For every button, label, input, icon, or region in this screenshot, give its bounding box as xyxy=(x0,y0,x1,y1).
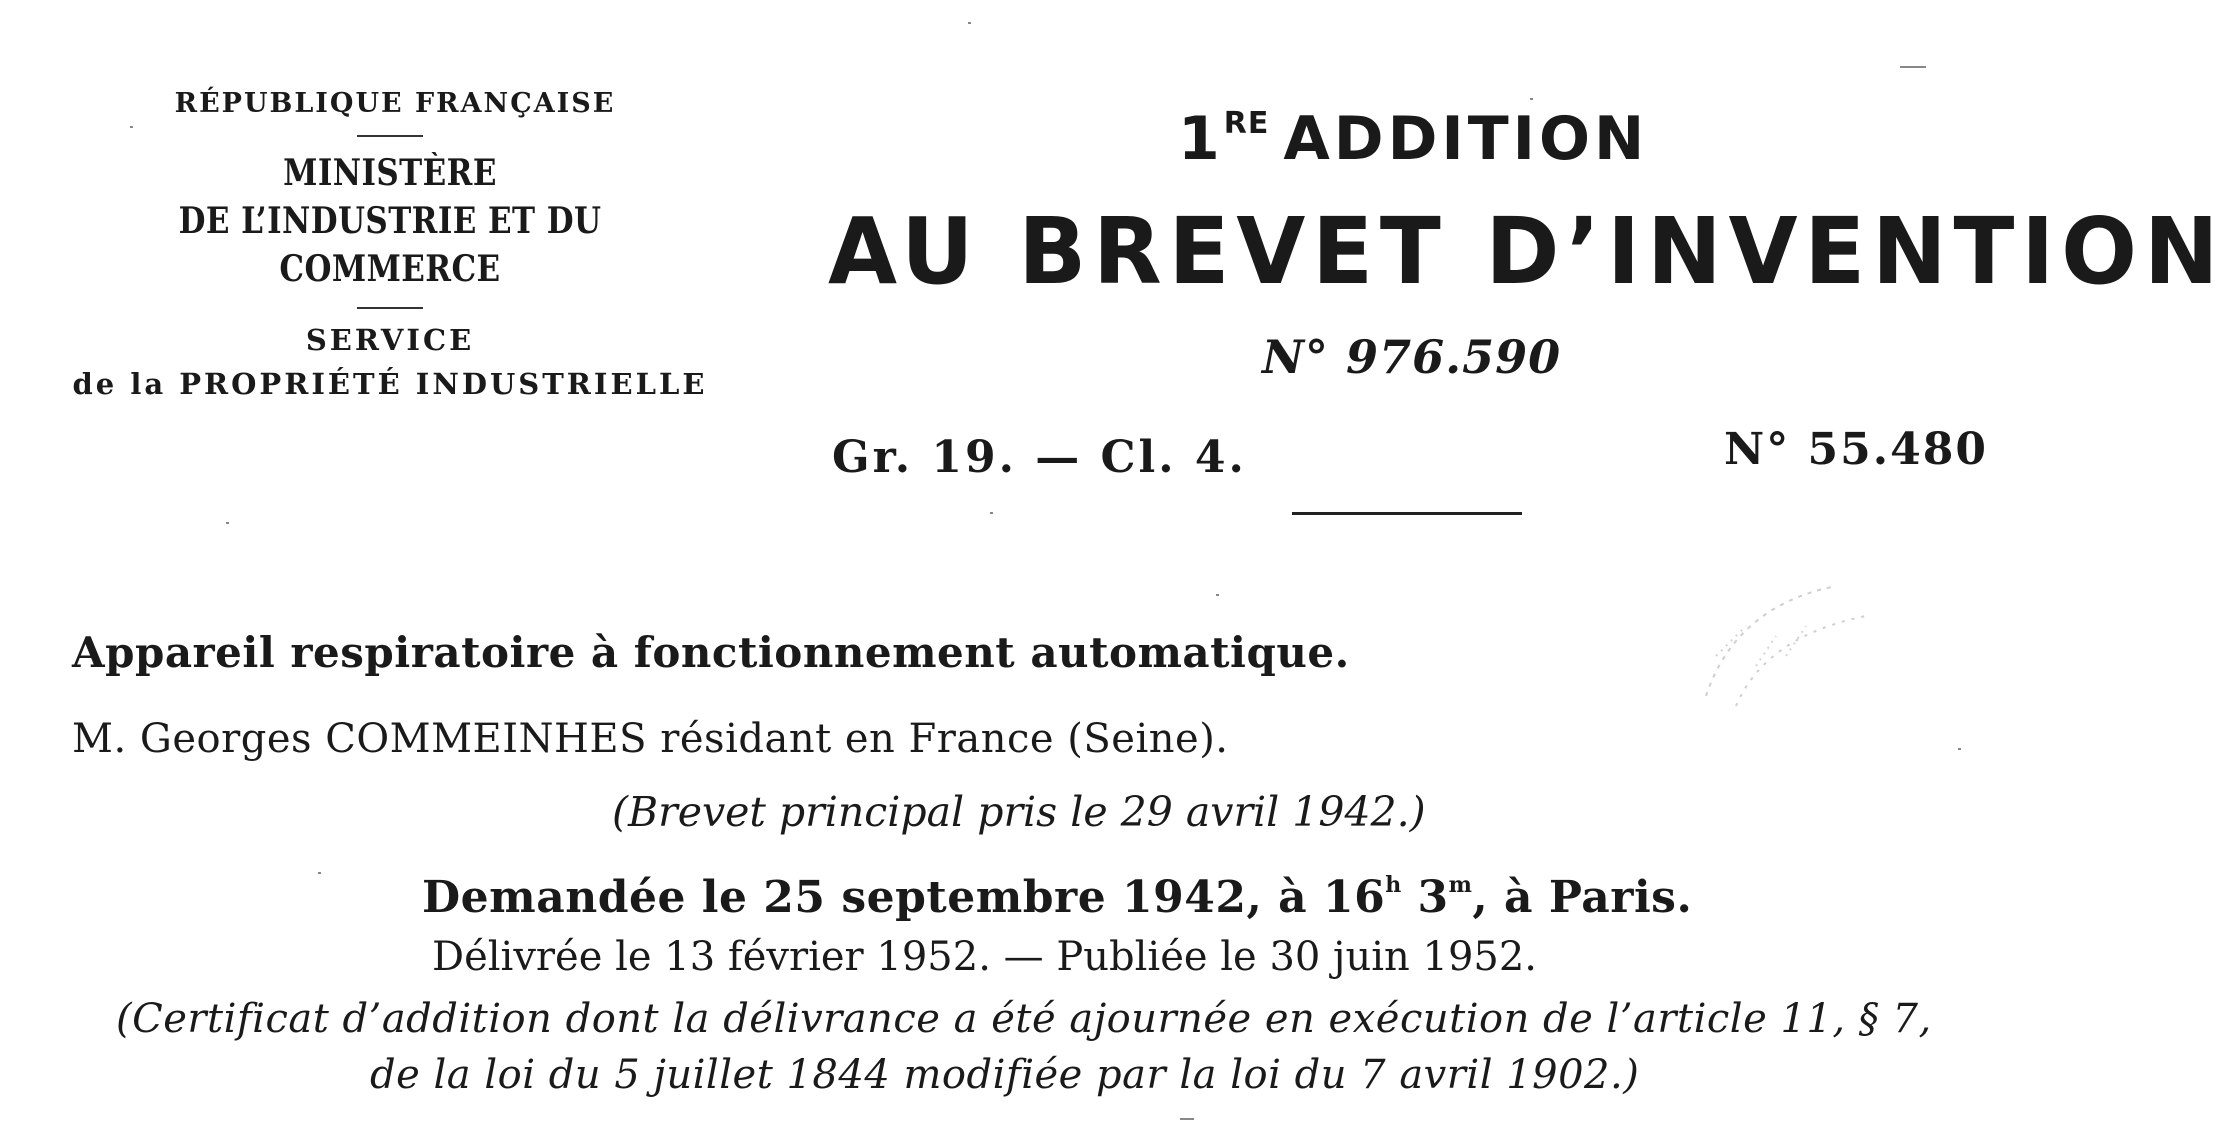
ministry-line-2: DE L’INDUSTRIE ET DU COMMERCE xyxy=(178,200,602,290)
ministry-line-1: MINISTÈRE xyxy=(283,152,497,194)
filing-date-mid: 3 xyxy=(1401,872,1449,923)
certificate-note-line-1: (Certificat d’addition dont la délivrance a été ajournée en exécution de l’article 11, § 7, xyxy=(116,996,1932,1042)
scan-speck xyxy=(1180,1118,1194,1120)
addition-number: N° 55.480 xyxy=(1724,424,1988,475)
divider xyxy=(357,135,423,137)
issue-publication-dates: Délivrée le 13 février 1952. — Publiée le 30 juin 1952. xyxy=(432,934,1537,980)
filing-date-prefix: Demandée le 25 septembre 1942, à 16 xyxy=(422,872,1386,923)
scan-speck xyxy=(990,512,993,514)
certificate-note-line-2: de la loi du 5 juillet 1844 modifiée par la loi du 7 avril 1902.) xyxy=(370,1052,1640,1098)
scan-speck xyxy=(968,22,971,24)
scan-speck xyxy=(318,872,321,874)
divider xyxy=(357,307,423,309)
issuing-authority-block xyxy=(60,88,720,401)
republic-heading: RÉPUBLIQUE FRANÇAISE xyxy=(174,88,616,119)
scan-speck xyxy=(1530,98,1533,100)
addition-ordinal: 1 xyxy=(1178,104,1224,174)
scan-speck xyxy=(1900,66,1926,68)
document-title: AU BREVET D’INVENTION xyxy=(828,198,2225,305)
filing-hour-unit: h xyxy=(1385,872,1402,898)
applicant-line: M. Georges COMMEINHES résidant en France (Seine). xyxy=(72,716,1229,762)
brevet-number: N° 976.590 xyxy=(1262,330,1562,384)
scan-speck xyxy=(1216,594,1219,596)
invention-title: Appareil respiratoire à fonctionnement automatique. xyxy=(72,628,1350,677)
filing-date xyxy=(422,872,1692,923)
addition-heading xyxy=(1178,104,1648,174)
scan-speck xyxy=(226,522,229,524)
service-line-1: SERVICE xyxy=(305,323,475,357)
addition-word: ADDITION xyxy=(1283,104,1649,174)
scan-speck xyxy=(1958,748,1961,750)
divider xyxy=(1292,512,1522,515)
filing-minute-unit: m xyxy=(1448,872,1473,898)
faint-stamp-mark xyxy=(1676,566,1896,716)
addition-ordinal-suffix: RE xyxy=(1223,106,1270,141)
service-line-2: de la PROPRIÉTÉ INDUSTRIELLE xyxy=(72,367,708,401)
main-patent-reference: (Brevet principal pris le 29 avril 1942.) xyxy=(612,788,1426,836)
group-class: Gr. 19. — Cl. 4. xyxy=(832,432,1247,483)
scan-speck xyxy=(130,126,133,128)
filing-date-suffix: , à Paris. xyxy=(1472,872,1693,923)
